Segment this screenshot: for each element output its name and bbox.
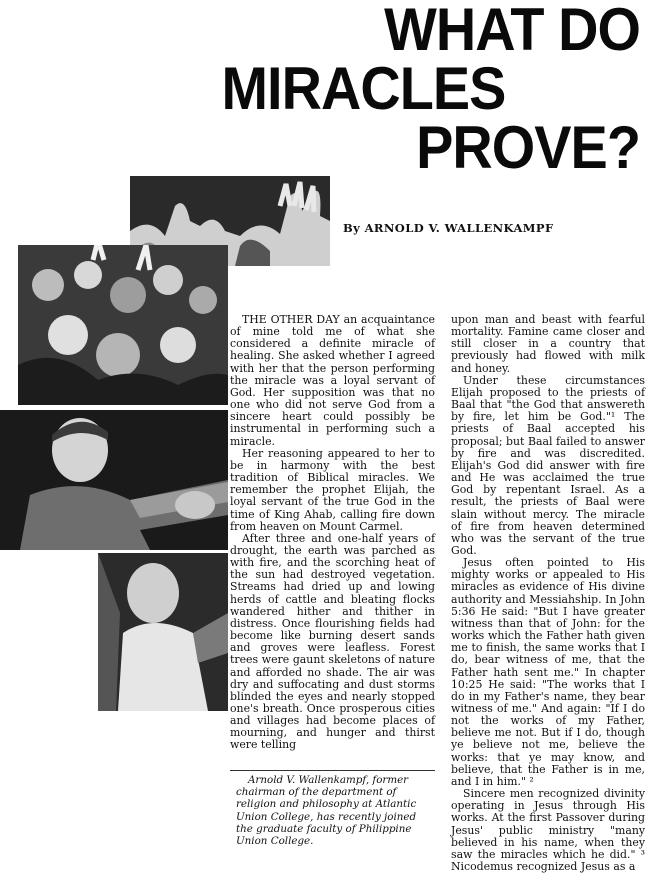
author-bio: Arnold V. Wallenkampf, former chairman of the department of religion and philosophy at Atlantic Union College, has recently joined the graduate faculty of Philippine Union College.: [236, 774, 417, 848]
photo-child: [98, 553, 228, 711]
paragraph: Under these circumstances Elijah proposed to the priests of Baal that "the God that answereth by fire, let him be God."¹ The priests of Baal accepted his proposal; but Baal failed to answer by fire and was discredited. Elijah's God did answer with fire and He was acclaimed the true God by repentant Israel. As a result, the priests of Baal were slain without mercy. The miracle of fire from heaven determined who was the servant of the true God.: [451, 373, 645, 557]
paragraph: Jesus often pointed to His mighty works or appealed to His miracles as evidence of His divine authority and Messiahship. In John 5:36 He said: "But I have greater witness than that of John: for the works which the Father hath given me to finish, the same works that I do, bear witness of me, that the Father hath sent me." In chapter 10:25 He said: "The works that I do in my Father's name, they bear witness of me." And again: "If I do not the works of my Father, believe me not. But if I do, though ye believe not me, believe the works: that ye may know, and believe, that the Father is in me, and I in him." ²: [451, 556, 645, 788]
paragraph: THE OTHER DAY an acquaintance of mine told me of what she considered a definite miracle of healing. She asked whether I agreed with her that the person performing the miracle was a loyal servant of God. Her supposition was that no one who did not serve God from a sincere heart could possibly be instrumental in performing such a miracle.: [230, 313, 435, 448]
headline-line-2: MIRACLES: [221, 55, 506, 122]
headline-line-1: WHAT DO: [384, 0, 640, 63]
paragraph: After three and one-half years of drought, the earth was parched as with fire, and the scorching heat of the sun had destroyed vegetation. Streams had dried up and lowing herds of cattle and bleating flocks wandered hither and thither in distress. Once flourishing fields had become like burning desert sands and groves were leafless. Forest trees were gaunt skeletons of nature and afforded no shade. The air was dry and suffocating and dust storms blinded the eyes and nearly stopped one's breath. Once prosperous cities and villages had become places of mourning, and hunger and thirst were telling: [230, 531, 435, 752]
paragraph: upon man and beast with fearful mortality. Famine came closer and still closer in a country that previously had flowed with milk and honey.: [451, 313, 645, 375]
article-column-2: [451, 314, 645, 873]
photo-preacher: [0, 410, 228, 550]
paragraph: Her reasoning appeared to her to be in harmony with the best tradition of Biblical miracles. We remember the prophet Elijah, the loyal servant of the true God in the time of King Ahab, calling fire down from heaven on Mount Carmel.: [230, 446, 435, 533]
author-byline: By ARNOLD V. WALLENKAMPF: [343, 221, 554, 235]
headline-line-3: PROVE?: [416, 114, 640, 181]
photo-crowd: [18, 245, 228, 405]
article-column-1: [230, 314, 435, 752]
footnote-divider: [230, 770, 435, 771]
paragraph: Sincere men recognized divinity operating in Jesus through His works. At the first Passover during Jesus' public ministry "many believed in his name, when they saw the miracles which he did." ³ Nicodemus recognized Jesus as a: [451, 787, 645, 873]
article-headline: [203, 0, 640, 181]
